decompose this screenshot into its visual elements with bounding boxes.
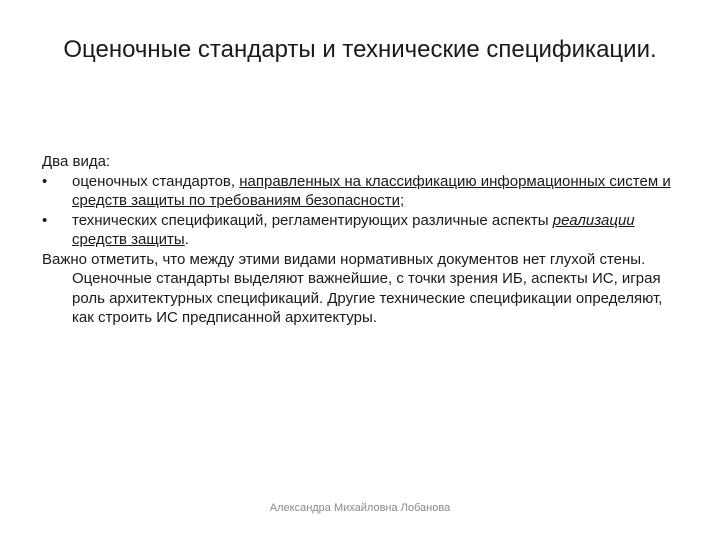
bullet-icon: • xyxy=(42,172,48,190)
bullet-item-evaluation-standards xyxy=(42,172,682,211)
bullet-item-technical-specifications xyxy=(42,211,682,250)
bullet-text-italic-underlined: реализации xyxy=(552,211,635,229)
intro-text: Два вида: xyxy=(42,153,111,170)
bullet-text-plain: технических спецификаций, регламентирующих различные аспекты xyxy=(72,211,553,229)
bullet-text-underlined: направленных на классификацию информационных систем и средств защиты по требованиям безопасности; xyxy=(72,172,671,209)
body-paragraph: Важно отметить, что между этими видами нормативных документов нет глухой стены. Оценочные стандарты выделяют важнейшие, с точки зрения ИБ, аспекты ИС, играя роль архитектурных спецификаций. Другие технические спецификации определяют, как строить ИС предписанной архитектуры. xyxy=(42,250,663,326)
bullet-text-plain: оценочных стандартов, xyxy=(72,172,240,190)
bullet-text-underlined: средств защиты xyxy=(72,231,185,248)
slide-title: Оценочные стандарты и технические спецификации. xyxy=(63,36,657,63)
bullet-icon: • xyxy=(42,211,48,229)
slide-body xyxy=(42,152,682,328)
footer-author: Александра Михайловна Лобанова xyxy=(269,502,451,514)
bullet-text-period: . xyxy=(184,231,189,248)
